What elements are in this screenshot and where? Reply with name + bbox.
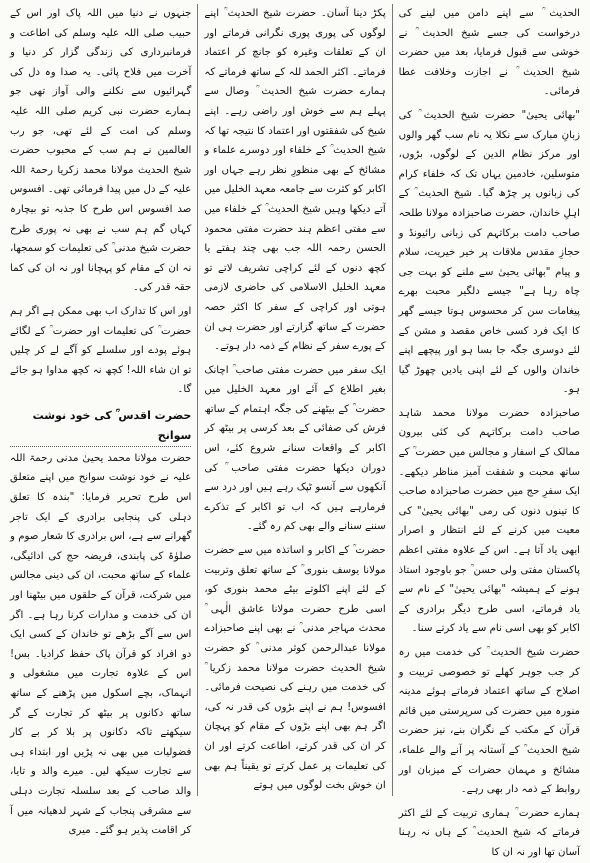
paragraph: جنہوں نے دنیا میں اللہ پاک اور اس کے حبیب صلی اللہ علیہ وسلم کی اطاعت و فرمانبرداری کی زندگی گزار کر دنیا و آخرت میں فلاح پائی۔ یہ صدا وہ دل کی گہرائیوں سے نکلنے والی آواز تھی جو ہمارے حضرت نبی کریم صلی اللہ علیہ وسلم کی امت کے لئے تھی، جو رب العالمین نے ہم سب کے محبوب حضرت شیخ الحدیث مولانا محمد زکریا رحمۃ اللہ علیہ کے دل میں پیدا فرمائی تھی۔ افسوس صد افسوس اس طرح کا جذبہ تو بیچارہ کہاں گم ہم سب نے بھی نہ پوری طرح حضرت شیخ مدنی ؒ کی تعلیمات کو سمجھا، نہ ان کے مقام کو پہچانا اور نہ ان کی کما حقہ قدر کی۔ xyxy=(10,8,192,294)
paragraph: حضرت ؒ کے اکابر و اساتذہ میں سے حضرت مولانا یوسف بنوری ؒ کے ساتھ تعلق وتربیت کے لئے اپنے اکلوتے بیٹے محمد بنوری کو، اسی طرح حضرت مولانا عاشق الٰہی ؒ محدث مہاجر مدنی ؒ نے بھی اپنے صاحبزادے مولانا عبدالرحمن کوثر مدنی ؒ کو حضرت شیخ الحدیث حضرت مولانا محمد زکریا ؒ کی خدمت میں رہنے کی نصیحت فرمائی۔ افسوس! ہم نے اپنے بڑوں کی قدر نہ کی، اگر ہم بھی اپنے بڑوں کے مقام کو پہچان کر ان کی قدر کرتے، اطاعت کرتے اور ان کی تعلیمات پر عمل کرتے تو یقیناً ہم بھی ان خوش بخت لوگوں میں ہوتے xyxy=(204,545,386,792)
paragraph: ہمارے حضرت ؒ ہماری تربیت کے لئے اکثر فرماتے کہ شیخ الحدیث ؒ کے ہاں نہ رہنا آسان تھا اور نہ ان کا xyxy=(398,807,580,858)
text-column-right xyxy=(392,4,586,858)
paragraph: الحدیث ؒ سے اپنے دامن میں لینے کی درخواست کی جسے شیخ الحدیث ؒ نے خوشی سے قبول فرمایا، بعد میں حضرت شیخ الحدیث ؒ نے اجازت وخلافت عطا فرمائی۔ xyxy=(398,8,580,98)
paragraph: "بھائی یحییٰ" حضرت شیخ الحدیث ؒ کی زبانِ مبارک سے نکلا یہ نام سب گھر والوں اور مرکز نظام الدین کے لوگوں، بڑوں، متوسلین، خادمین یہاں تک کہ خلفاء کرام کی زبانوں پر چڑھ گیا۔ شیخ الحدیث ؒ کے اہلِ خاندان، حضرت صاحبزادہ مولانا طلحہ صاحب دامت برکاتہم کی زبانی رائیونڈ و حجازِ مقدس ملاقات پر خیر خیریت، سلام و پیام "بھائی یحییٰ سے ملنے کو بہت جی چاہ رہا ہے" جیسے دلگیر محبت بھرے پیغامات سن کر محسوس ہوتا جیسے گھر کا ایک فرد کسی خاص مقصد و مشن کے لئے دوسری جگہ جا بسا ہو اور پیچھے اپنے خاندان والوں کے لئے اپنی یادیں چھوڑ گیا ہو۔ xyxy=(398,109,580,396)
paragraph: صاحبزادہ حضرت مولانا محمد شاہد صاحب دامت برکاتہم کی کئی بیرون ممالک کے اسفار و مجالس میں حضرت ؒ کے ساتھ محبت و شفقت آمیز مناظر دیکھے۔ ایک سفرِ حج میں حضرت صاحبزادہ صاحب کا تینوں دنوں کی رمی "بھائی یحییٰ" کی معیت میں کرنے کے لئے انتظار و اصرار ابھی یاد آتا ہے۔ اس کے علاوہ مفتی اعظم پاکستان مفتی ولی حسن ؒ جو باوجود استاذ ہونے کے ہمیشہ "بھائی یحییٰ" کے نام سے یاد فرماتے، اسی طرح دیگر برادری کے اکابر کو بھی اسی نام سے یاد کرتے سنا۔ xyxy=(398,407,580,635)
paragraph: حضرت مولانا محمد یحییٰ مدنی رحمۃ اللہ علیہ نے خود نوشت سوانح میں اپنے متعلق اس طرح تحریر فرمایا: "بندہ کا تعلق دہلی کی پنجابی برادری کے ایک تاجر گھرانے سے ہے، اس برادری کا شعار صوم و صلوٰۃ کی پابندی، فریضہ حج کی ادائیگی، علماء کے ساتھ محبت، ان کی دینی مجالس میں شرکت، قرآن کے حلقوں میں بیٹھنا اور ان کی خدمت و مدارات کرنا رہا ہے۔ اگر اس سے آگے بڑھے تو خاندان کے کسی ایک دو افراد کو قرآن پاک حفظ کرادیا۔ بس! اس کے علاوہ تجارت میں مشغولی و انہماک، بچے اسکول میں پڑھنے کے ساتھ ساتھ دکانوں پر بیٹھ کر تجارت کے گر سیکھتے تاکہ دکانوں پر بلا کر بے کار فضولیات میں بھی نہ پڑیں اور ابتداء ہی سے تجارت سیکھ لیں۔ میرے والد و تایا، والد صاحب کے بعد سلسلہ تجارت دہلی سے مشرقی پنجاب کے شہر لدھیانہ میں آ کر اقامت پذیر ہو گئے۔ میری xyxy=(10,452,192,837)
section-heading: حضرت اقدس ؒ کی خود نوشت سوانح xyxy=(10,406,191,447)
paragraph: ایک سفر میں حضرت مفتی صاحب ؒ اچانک بغیر اطلاع کے آئے اور معہد الخلیل میں حضرت ؒ کے بیٹھنے کی جگہ اہتمام کے ساتھ فرش کی صفائی کے بعد کرسی پر بیٹھ کر اکابر کے واقعات سنانے شروع کئے، اس دوران دیکھا حضرت مفتی صاحب ؒ کی آنکھوں سے آنسو ٹپک رہے ہیں اور درد سے فرمارہے ہیں کہ اب تو اکابر کے تذکرے سننے سنانے والے بھی کم رہ گئے۔ xyxy=(204,364,386,533)
paragraph: حضرت شیخ الحدیث ؒ کی خدمت میں رہ کر جب جوہر کھلے تو خصوصی تربیت و اصلاح کے ساتھ اعتماد فرماتے ہوئے مدینہ منورہ میں حضرت کی سرپرستی میں قائم قرآن کے مکتب کے نگران بنے، نیز حضرت شیخ الحدیث ؒ کے آستانہ پر آنے والے علماء، مشائخ و مہمان حضرات کے میزبان اور روابط کے ذمہ دار بھی رہے۔ xyxy=(398,647,580,796)
newspaper-page xyxy=(4,4,586,858)
paragraph: اور اس کا تدارک اب بھی ممکن ہے اگر ہم حضرت ؒ کی تعلیمات اور حضرت ؒ کے لگائے ہوئے پودے اور سلسلے کو آگے لے کر چلیں تو ان شاء اللہ! کچھ نہ کچھ مداوا ہو جائے گا۔ xyxy=(10,305,192,396)
paragraph: پکڑ دینا آسان۔ حضرت شیخ الحدیث ؒ اپنے لوگوں کی پوری پوری نگرانی فرماتے اور ان کے تعلقات وغیرہ کو جانچ کر اعتماد فرماتے۔ اکثر الحمد للہ کے ساتھ فرماتے کہ ہمارے حضرت شیخ الحدیث ؒ وصال سے پہلے ہم سے خوش اور راضی رہے۔ اپنے شیخ کی شفقتوں اور اعتماد کا نتیجہ تھا کہ شیخ الحدیث ؒ کے خلفاء اور دوسرے علماء و مشائخ کے بھی منظورِ نظر رہے جہاں اور اکابر کو کثرت سے جامعہ معہد الخلیل میں آتے دیکھا وہیں شیخ الحدیث ؒ کے خلفاء میں سے مفتی اعظم ہند حضرت مفتی محمود الحسن رحمہ اللہ جب بھی چند ہفتے یا کچھ دنوں کے لئے کراچی تشریف لاتے تو معہد الخلیل الاسلامی کی حاضری لازمی ہوتی اور کراچی کے سفر کا اکثر حصہ حضرت کے ساتھ گزارتے اور حضرت ہی ان کے پورے سفر کے نظام کے ذمہ دار ہوتے۔ xyxy=(204,8,386,353)
text-column-left xyxy=(4,4,197,837)
text-column-middle xyxy=(197,4,391,796)
